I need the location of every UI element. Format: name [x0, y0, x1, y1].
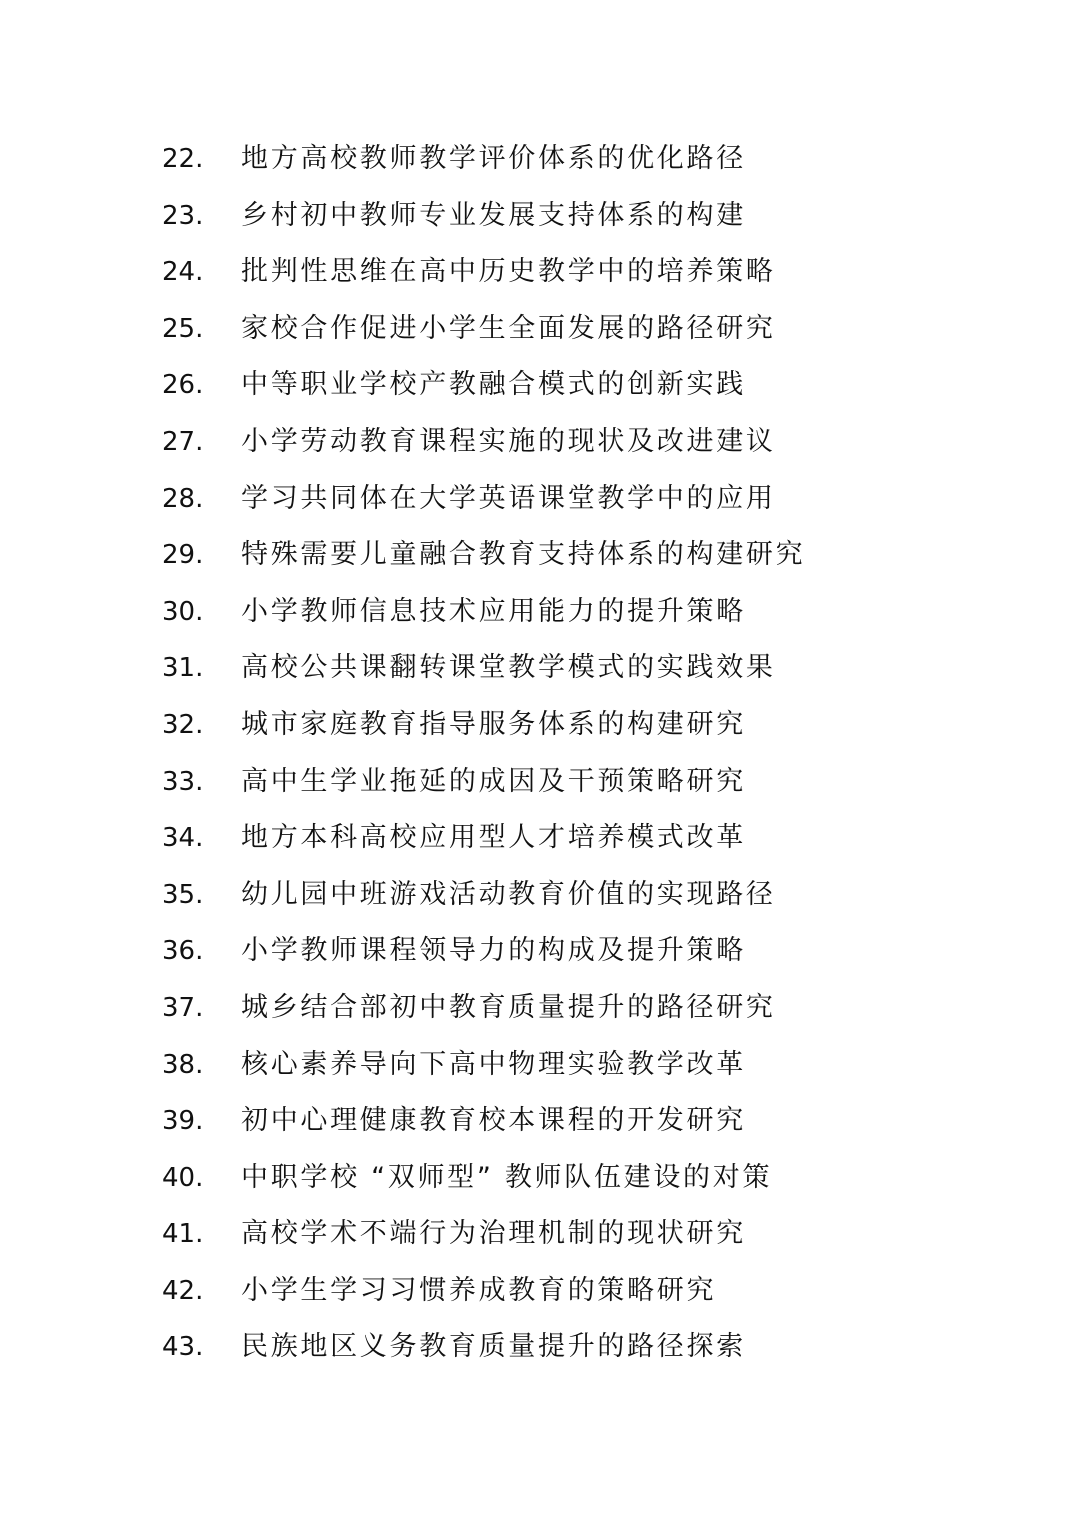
list-item: [0, 1093, 1080, 1150]
list-item: [0, 414, 1080, 471]
item-title: 城市家庭教育指导服务体系的构建研究: [241, 708, 746, 740]
list-item: [0, 867, 1080, 924]
item-title: 城乡结合部初中教育质量提升的路径研究: [241, 991, 776, 1023]
item-title: 高校公共课翻转课堂教学模式的实践效果: [241, 652, 776, 684]
item-number: 40.: [162, 1162, 204, 1193]
list-item: [0, 357, 1080, 414]
item-number: 39.: [162, 1106, 204, 1137]
item-title: 核心素养导向下高中物理实验教学改革: [241, 1048, 746, 1080]
list-item: [0, 697, 1080, 754]
item-title: 家校合作促进小学生全面发展的路径研究: [241, 312, 776, 344]
item-title: 幼儿园中班游戏活动教育价值的实现路径: [241, 878, 776, 910]
item-number: 38.: [162, 1049, 204, 1080]
item-number: 28.: [162, 483, 204, 514]
item-number: 36.: [162, 936, 204, 967]
list-item: [0, 640, 1080, 697]
item-number: 29.: [162, 540, 204, 571]
list-item: [0, 584, 1080, 641]
list-item: [0, 810, 1080, 867]
list-item: [0, 301, 1080, 358]
list-item: [0, 1150, 1080, 1207]
item-title: 高校学术不端行为治理机制的现状研究: [241, 1218, 746, 1250]
item-number: 32.: [162, 709, 204, 740]
list-item: [0, 1037, 1080, 1094]
topic-list: [0, 131, 1080, 1376]
item-number: 27.: [162, 426, 204, 457]
list-item: [0, 754, 1080, 811]
item-title: 中等职业学校产教融合模式的创新实践: [241, 369, 746, 401]
list-item: [0, 980, 1080, 1037]
item-number: 25.: [162, 313, 204, 344]
item-title: 小学生学习习惯养成教育的策略研究: [241, 1274, 717, 1306]
item-number: 34.: [162, 823, 204, 854]
list-item: [0, 1263, 1080, 1320]
item-title: 民族地区义务教育质量提升的路径探索: [241, 1331, 746, 1363]
list-item: [0, 244, 1080, 301]
item-number: 43.: [162, 1332, 204, 1363]
item-title: 批判性思维在高中历史教学中的培养策略: [241, 256, 776, 288]
item-title: 小学教师信息技术应用能力的提升策略: [241, 595, 746, 627]
item-title: 地方高校教师教学评价体系的优化路径: [241, 143, 746, 174]
item-number: 35.: [162, 879, 204, 910]
item-title: 高中生学业拖延的成因及干预策略研究: [241, 765, 746, 797]
item-number: 42.: [162, 1275, 204, 1306]
list-item: [0, 923, 1080, 980]
list-item: [0, 527, 1080, 584]
item-title: 初中心理健康教育校本课程的开发研究: [241, 1105, 746, 1137]
item-title: 小学劳动教育课程实施的现状及改进建议: [241, 425, 776, 457]
item-number: 22.: [162, 144, 204, 174]
list-item: [0, 1319, 1080, 1376]
item-number: 23.: [162, 200, 204, 231]
item-number: 33.: [162, 766, 204, 797]
item-number: 41.: [162, 1219, 204, 1250]
list-item: [0, 131, 1080, 188]
list-item: [0, 471, 1080, 528]
item-number: 26.: [162, 370, 204, 401]
list-item: [0, 1206, 1080, 1263]
item-number: 24.: [162, 257, 204, 288]
item-title: 乡村初中教师专业发展支持体系的构建: [241, 199, 746, 231]
item-title: 学习共同体在大学英语课堂教学中的应用: [241, 482, 776, 514]
item-number: 31.: [162, 653, 204, 684]
item-title: 特殊需要儿童融合教育支持体系的构建研究: [241, 539, 806, 571]
item-number: 37.: [162, 992, 204, 1023]
item-title: 地方本科高校应用型人才培养模式改革: [241, 822, 746, 854]
list-item: [0, 188, 1080, 245]
item-title: 中职学校 “双师型” 教师队伍建设的对策: [241, 1161, 773, 1193]
item-title: 小学教师课程领导力的构成及提升策略: [241, 935, 746, 967]
item-number: 30.: [162, 596, 204, 627]
